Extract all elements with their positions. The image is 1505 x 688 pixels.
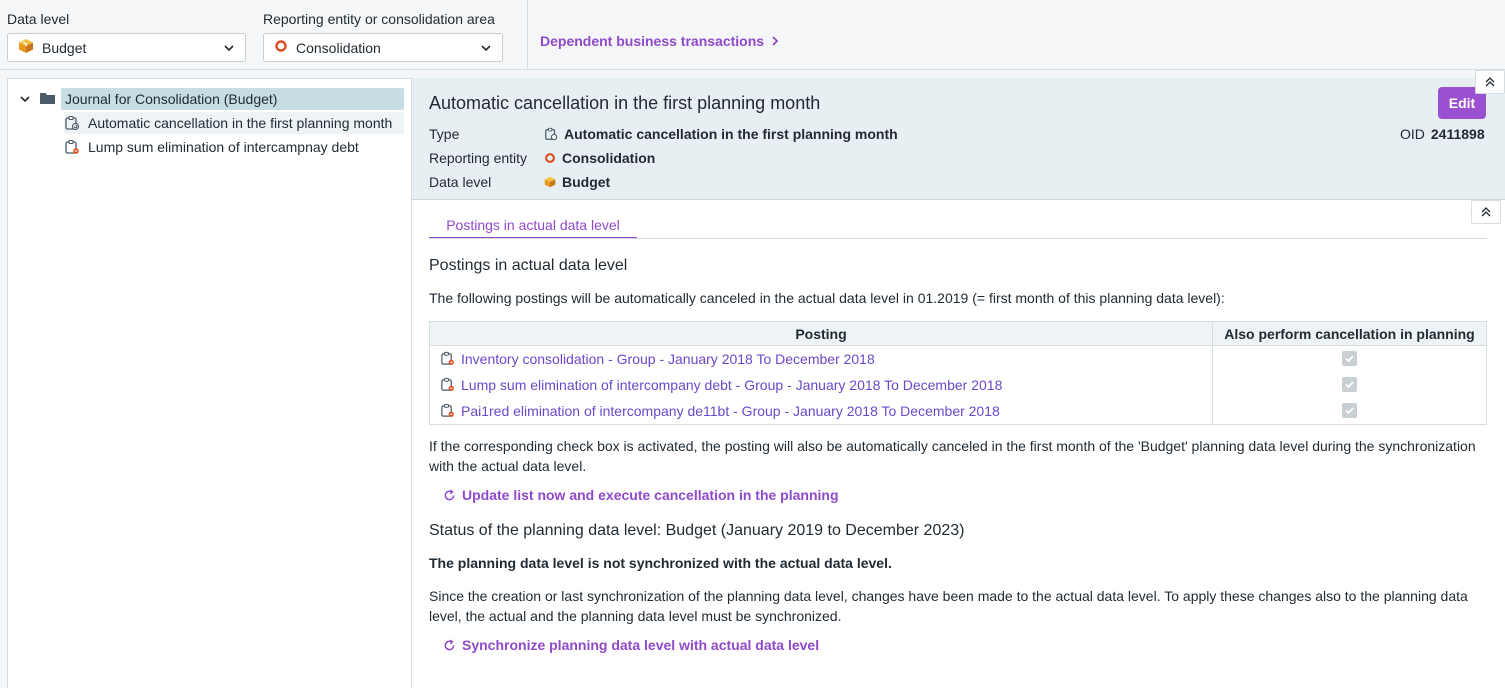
postings-intro: The following postings will be automatically canceled in the actual data level in 01.2019 (= first month of this planning data level):	[429, 290, 1225, 306]
data-level-row-label: Data level	[429, 174, 492, 190]
tree-item-label: Lump sum elimination of intercampnay debt	[88, 139, 359, 155]
tree-root-label: Journal for Consolidation (Budget)	[65, 91, 278, 107]
cube-icon	[544, 176, 556, 188]
divider	[527, 0, 528, 70]
posting-link[interactable]	[430, 377, 1212, 393]
consolidation-icon	[544, 152, 556, 164]
tab-divider	[429, 238, 1487, 239]
entity-row	[429, 148, 655, 168]
chevron-down-icon	[480, 42, 492, 54]
dependent-transactions-label: Dependent business transactions	[540, 33, 765, 49]
journal-tree	[7, 78, 412, 688]
synchronize-link[interactable]	[443, 637, 819, 653]
section-status-title: Status of the planning data level: Budget (January 2019 to December 2023)	[429, 522, 965, 539]
cancel-checkbox[interactable]	[1342, 351, 1357, 366]
checkmark-icon	[1344, 405, 1355, 416]
update-list-label: Update list now and execute cancellation in the planning	[462, 487, 839, 503]
entity-field	[263, 10, 503, 62]
page-title: Automatic cancellation in the first planning month	[429, 93, 821, 113]
chevron-down-icon[interactable]	[19, 93, 31, 105]
col-posting-header: Posting	[430, 322, 1213, 346]
cube-icon	[18, 38, 34, 57]
consolidation-icon	[274, 39, 288, 56]
type-label: Type	[429, 126, 460, 142]
checkbox-note: If the corresponding check box is activated, the posting will also be automatically canceled in the first month of the 'Budget' planning data level during the synchronization with the actual data level.	[429, 438, 1476, 474]
posting-link[interactable]	[430, 403, 1212, 419]
checkmark-icon	[1344, 353, 1355, 364]
journal-entry-icon	[64, 139, 80, 155]
data-level-field	[7, 10, 246, 62]
type-row	[429, 124, 898, 144]
journal-entry-icon	[64, 115, 80, 131]
oid-label: OID	[1400, 126, 1425, 142]
table-header-row	[430, 322, 1487, 346]
double-chevron-up-icon	[1484, 76, 1496, 88]
tab-postings-actual[interactable]: Postings in actual data level	[429, 215, 637, 239]
detail-header	[412, 78, 1505, 200]
section-postings-title: Postings in actual data level	[429, 257, 628, 274]
postings-table	[429, 321, 1487, 425]
chevron-down-icon	[223, 42, 235, 54]
refresh-icon	[443, 639, 456, 652]
collapse-tabs-button[interactable]	[1471, 200, 1501, 224]
refresh-icon	[443, 489, 456, 502]
posting-label: Pai1red elimination of intercompany de11bt - Group - January 2018 To December 2018	[461, 402, 1000, 419]
detail-panel	[411, 78, 1505, 688]
cancel-checkbox[interactable]	[1342, 377, 1357, 392]
tree-item-automatic-cancellation[interactable]	[64, 112, 404, 134]
data-level-label: Data level	[7, 11, 70, 27]
dependent-transactions-link[interactable]	[540, 33, 780, 49]
double-chevron-up-icon	[1480, 206, 1492, 218]
data-level-select[interactable]	[7, 33, 246, 62]
update-list-link[interactable]	[443, 487, 839, 503]
cancel-checkbox[interactable]	[1342, 403, 1357, 418]
entity-select[interactable]	[263, 33, 503, 62]
chevron-right-icon	[770, 35, 780, 47]
data-level-row	[429, 172, 610, 192]
entity-row-label: Reporting entity	[429, 150, 528, 166]
oid-display	[1400, 126, 1485, 142]
type-value: Automatic cancellation in the first planning month	[564, 126, 898, 142]
posting-link[interactable]	[430, 351, 1212, 367]
filter-bar	[0, 0, 1505, 70]
entity-label: Reporting entity or consolidation area	[263, 11, 495, 27]
table-row	[430, 346, 1487, 372]
journal-entry-icon	[544, 127, 558, 141]
table-row	[430, 398, 1487, 425]
data-level-value: Budget	[42, 39, 87, 56]
synchronize-label: Synchronize planning data level with actual data level	[462, 637, 820, 653]
posting-label: Inventory consolidation - Group - January 2018 To December 2018	[461, 350, 875, 367]
col-cancel-header: Also perform cancellation in planning	[1213, 322, 1487, 346]
journal-entry-icon	[440, 377, 455, 392]
table-row	[430, 372, 1487, 398]
collapse-header-button[interactable]	[1475, 70, 1505, 94]
tree-item-label: Automatic cancellation in the first planning month	[88, 115, 393, 131]
tree-root-journal[interactable]	[61, 88, 404, 110]
entity-row-value: Consolidation	[562, 150, 656, 166]
edit-button[interactable]: Edit	[1438, 87, 1486, 119]
tree-item-lump-sum[interactable]	[64, 136, 359, 158]
checkmark-icon	[1344, 379, 1355, 390]
data-level-row-value: Budget	[562, 174, 611, 190]
sync-description: Since the creation or last synchronization of the planning data level, changes have been made to the actual data level. To apply these changes also to the planning data level, the actual and the planning data level must be synchronized.	[429, 588, 1468, 624]
posting-label: Lump sum elimination of intercompany debt - Group - January 2018 To December 2018	[461, 376, 1003, 393]
oid-value: 2411898	[1430, 126, 1485, 142]
journal-entry-icon	[440, 351, 455, 366]
folder-icon	[40, 92, 55, 105]
sync-status: The planning data level is not synchronized with the actual data level.	[429, 555, 892, 571]
entity-value: Consolidation	[296, 39, 381, 56]
journal-entry-icon	[440, 403, 455, 418]
